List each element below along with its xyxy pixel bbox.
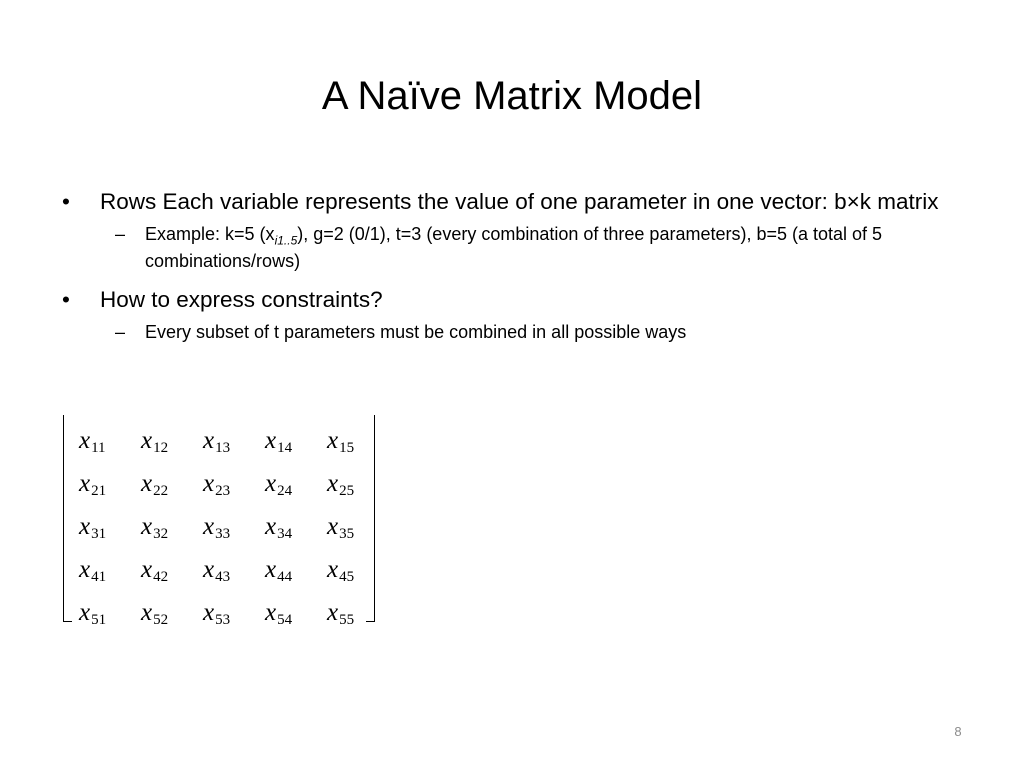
matrix-row bbox=[79, 462, 389, 505]
matrix-subscript: 13 bbox=[215, 440, 231, 456]
matrix-variable: x bbox=[327, 513, 339, 540]
matrix-variable: x bbox=[203, 470, 215, 497]
matrix-subscript: 52 bbox=[153, 612, 169, 628]
bullet-marker: • bbox=[62, 287, 70, 312]
matrix-subscript: 53 bbox=[215, 612, 231, 628]
matrix-subscript: 54 bbox=[277, 612, 293, 628]
matrix-variable: x bbox=[203, 427, 215, 454]
matrix-row bbox=[79, 505, 389, 548]
matrix-cell bbox=[141, 591, 203, 634]
matrix-variable: x bbox=[327, 556, 339, 583]
matrix-subscript: 11 bbox=[91, 440, 106, 456]
matrix-cell bbox=[79, 548, 141, 591]
matrix-subscript: 42 bbox=[153, 569, 169, 585]
matrix-variable: x bbox=[141, 470, 153, 497]
matrix-cell bbox=[265, 462, 327, 505]
sub-bullet-text-after: ), g=2 (0/1), t=3 (every combination of three parameters), b=5 (a total of 5 combinations/rows) bbox=[145, 224, 883, 271]
matrix-cell bbox=[265, 591, 327, 634]
matrix-subscript: 22 bbox=[153, 483, 169, 499]
matrix-cell bbox=[203, 419, 265, 462]
matrix-cell bbox=[327, 462, 389, 505]
matrix-cell bbox=[327, 591, 389, 634]
matrix-cell bbox=[141, 548, 203, 591]
matrix-variable: x bbox=[265, 470, 277, 497]
sub-bullet-text: Every subset of t parameters must be combined in all possible ways bbox=[145, 322, 687, 342]
matrix-variable: x bbox=[79, 556, 91, 583]
bullet-text: How to express constraints? bbox=[100, 287, 383, 312]
matrix-cell bbox=[327, 548, 389, 591]
matrix-subscript: 24 bbox=[277, 483, 293, 499]
matrix-subscript: 33 bbox=[215, 526, 231, 542]
matrix-subscript: 31 bbox=[91, 526, 107, 542]
matrix-variable: x bbox=[141, 427, 153, 454]
matrix-subscript: 15 bbox=[339, 440, 355, 456]
matrix-row bbox=[79, 591, 389, 634]
matrix-variable: x bbox=[203, 513, 215, 540]
sub-bullet-item bbox=[60, 221, 980, 275]
matrix-cell bbox=[79, 591, 141, 634]
matrix-subscript: 44 bbox=[277, 569, 293, 585]
bullet-marker: • bbox=[62, 189, 70, 214]
matrix-left-bracket bbox=[63, 415, 72, 622]
matrix-subscript: 23 bbox=[215, 483, 231, 499]
page-number: 8 bbox=[954, 724, 962, 739]
sub-bullet-marker: – bbox=[115, 224, 126, 244]
matrix-cell bbox=[265, 505, 327, 548]
matrix-cell bbox=[141, 505, 203, 548]
matrix-grid bbox=[79, 419, 389, 634]
matrix-variable: x bbox=[265, 556, 277, 583]
matrix-subscript: 51 bbox=[91, 612, 107, 628]
matrix-subscript: 34 bbox=[277, 526, 293, 542]
matrix-subscript: 43 bbox=[215, 569, 231, 585]
matrix-variable: x bbox=[79, 470, 91, 497]
matrix-variable: x bbox=[327, 599, 339, 626]
sub-bullet-text-before: Example: k=5 (x bbox=[145, 224, 275, 244]
bullet-item bbox=[60, 283, 980, 317]
matrix-variable: x bbox=[203, 599, 215, 626]
matrix-cell bbox=[265, 548, 327, 591]
matrix-subscript: 21 bbox=[91, 483, 107, 499]
matrix-variable: x bbox=[141, 513, 153, 540]
matrix-cell bbox=[79, 505, 141, 548]
matrix-cell bbox=[203, 505, 265, 548]
matrix-subscript: 35 bbox=[339, 526, 355, 542]
matrix-subscript: 45 bbox=[339, 569, 355, 585]
matrix-variable: x bbox=[79, 427, 91, 454]
sub-bullet-item bbox=[60, 319, 980, 346]
matrix-subscript: 41 bbox=[91, 569, 107, 585]
matrix-cell bbox=[327, 505, 389, 548]
matrix-variable: x bbox=[141, 599, 153, 626]
matrix-variable: x bbox=[203, 556, 215, 583]
sub-bullet-subscript: i1..5 bbox=[274, 233, 298, 248]
matrix-subscript: 32 bbox=[153, 526, 169, 542]
matrix-row bbox=[79, 419, 389, 462]
matrix-variable: x bbox=[327, 427, 339, 454]
matrix-row bbox=[79, 548, 389, 591]
matrix bbox=[63, 415, 375, 628]
matrix-cell bbox=[203, 462, 265, 505]
sub-bullet-marker: – bbox=[115, 322, 126, 342]
matrix-cell bbox=[141, 462, 203, 505]
matrix-cell bbox=[141, 419, 203, 462]
bullet-list bbox=[60, 185, 980, 346]
matrix-variable: x bbox=[141, 556, 153, 583]
matrix-variable: x bbox=[79, 599, 91, 626]
bullet-item bbox=[60, 185, 980, 219]
matrix-subscript: 14 bbox=[277, 440, 293, 456]
matrix-cell bbox=[327, 419, 389, 462]
matrix-variable: x bbox=[79, 513, 91, 540]
matrix-subscript: 25 bbox=[339, 483, 355, 499]
slide-title: A Naïve Matrix Model bbox=[321, 74, 703, 118]
matrix-variable: x bbox=[327, 470, 339, 497]
bullet-text: Rows Each variable represents the value of one parameter in one vector: b×k matrix bbox=[100, 189, 939, 214]
matrix-variable: x bbox=[265, 513, 277, 540]
matrix-subscript: 55 bbox=[339, 612, 355, 628]
matrix-cell bbox=[203, 591, 265, 634]
matrix-subscript: 12 bbox=[153, 440, 169, 456]
matrix-variable: x bbox=[265, 599, 277, 626]
matrix-cell bbox=[265, 419, 327, 462]
matrix-cell bbox=[203, 548, 265, 591]
matrix-cell bbox=[79, 419, 141, 462]
matrix-variable: x bbox=[265, 427, 277, 454]
matrix-cell bbox=[79, 462, 141, 505]
